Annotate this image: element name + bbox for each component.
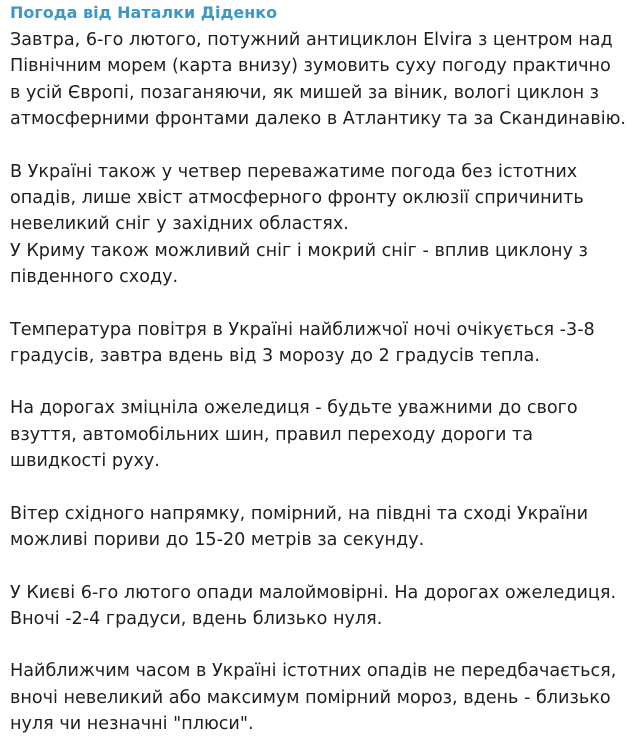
text-line: вночі невеликий або максимум помірний мороз, вдень - близько: [10, 687, 611, 708]
message-paragraph-6: [10, 580, 624, 633]
text-line: градусів, завтра вдень від 3 морозу до 2 градусів тепла.: [10, 346, 540, 367]
text-line: нуля чи незначні "плюси".: [10, 714, 254, 735]
text-line: Температура повітря в Україні найближчої ночі очікується -3-8: [10, 319, 595, 340]
message-paragraph-2: [10, 159, 624, 291]
text-line: В Україні також у четвер переважатиме погода без істотних: [10, 161, 578, 182]
text-line: У Києві 6-го лютого опади малоймовірні. На дорогах ожеледиця.: [10, 582, 617, 603]
text-line: Найближчим часом в Україні істотних опадів не передбачається,: [10, 661, 617, 682]
text-line: в усій Європі, позаганяючи, як мишей за віник, вологі циклон з: [10, 82, 600, 103]
paragraph-gap: [10, 475, 624, 501]
text-line: опадів, лише хвіст атмосферного фронту оклюзії спричинить: [10, 188, 584, 209]
paragraph-gap: [10, 632, 624, 658]
message-paragraph-1: [10, 27, 624, 133]
message-paragraph-5: [10, 501, 624, 554]
paragraph-gap: [10, 554, 624, 580]
text-line: Завтра, 6-го лютого, потужний антициклон Elvira з центром над: [10, 30, 613, 50]
text-line: У Криму також можливий сніг і мокрий сніг - вплив циклону з: [10, 240, 588, 261]
paragraph-gap: [10, 369, 624, 395]
message-bubble: [0, 2, 634, 735]
message-paragraph-4: [10, 395, 624, 474]
text-line: швидкості руху.: [10, 451, 160, 472]
text-line: На дорогах зміцніла ожеледиця - будьте уважними до свого: [10, 398, 578, 419]
author-name[interactable]: Погода від Наталки Діденко: [10, 3, 278, 22]
text-line: Північним морем (карта внизу) зумовить суху погоду практично: [10, 56, 611, 77]
text-line: невеликий сніг у західних областях.: [10, 214, 349, 235]
text-line: взуття, автомобільних шин, правил переходу дороги та: [10, 424, 534, 445]
text-line: можливі пориви до 15-20 метрів за секунду.: [10, 530, 425, 551]
paragraph-gap: [10, 133, 624, 159]
text-line: південного сходу.: [10, 267, 179, 288]
paragraph-gap: [10, 291, 624, 317]
text-line: Вітер східного напрямку, помірний, на півдні та сході України: [10, 503, 589, 524]
text-line: атмосферними фронтами далеко в Атлантику та за Скандинавію.: [10, 109, 626, 130]
text-line: Вночі -2-4 градуси, вдень близько нуля.: [10, 608, 383, 629]
message-paragraph-3: [10, 317, 624, 370]
